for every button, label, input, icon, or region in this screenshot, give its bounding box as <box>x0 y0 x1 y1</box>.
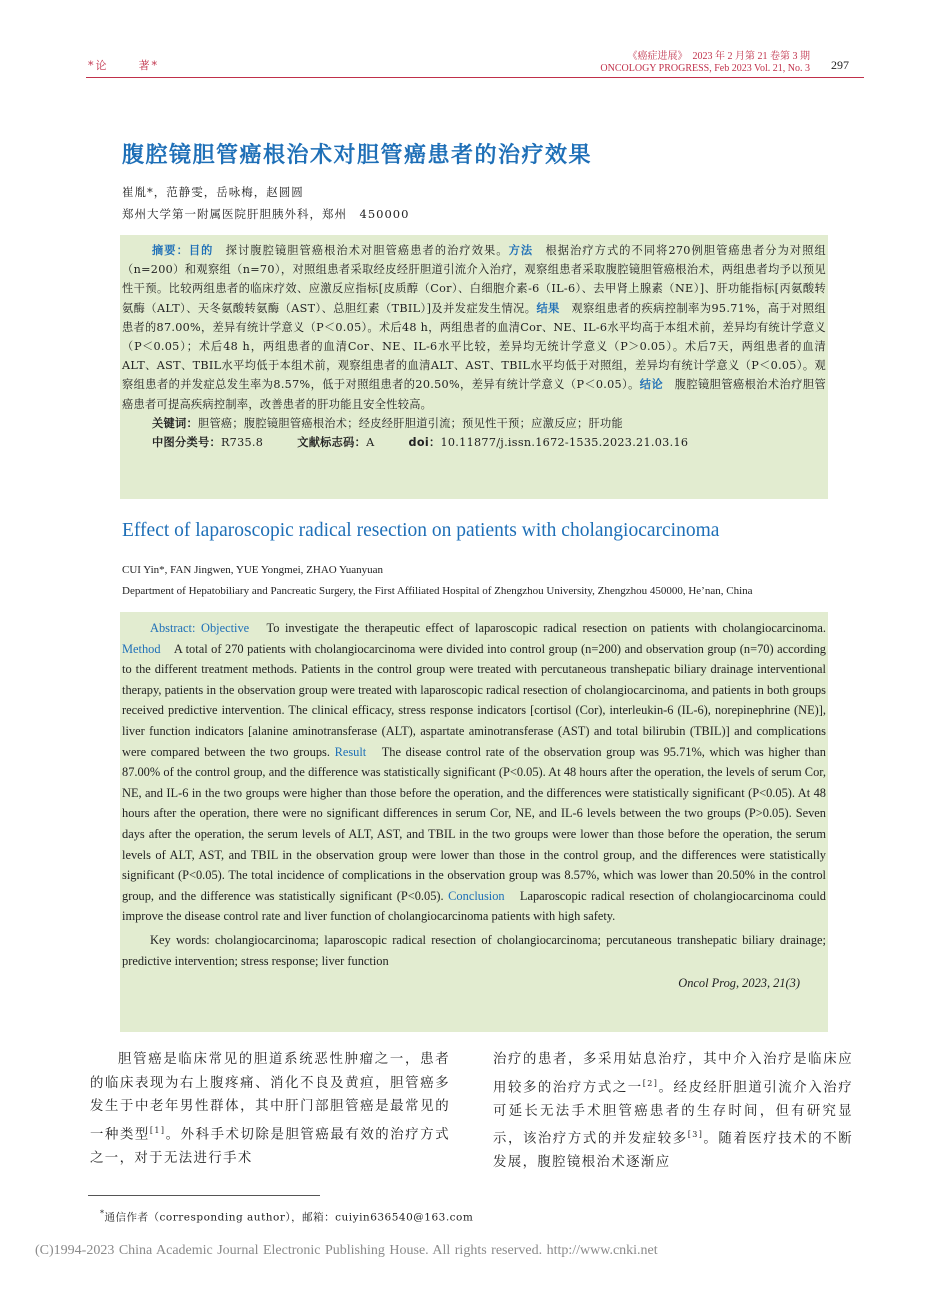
footnote-mark: * <box>100 1209 105 1218</box>
doc-code-value: A <box>366 436 375 450</box>
journal-info-en: ONCOLOGY PROGRESS, Feb 2023 Vol. 21, No. 3 <box>600 63 810 74</box>
method-heading-en: Method <box>122 641 161 656</box>
body-paragraph: 。经皮经肝胆道引流介入治疗可延长无法手术胆管癌患者的生存时间，但有研究显示，该治疗方式的并发症较多 <box>493 1080 854 1147</box>
clc-value: R735.8 <box>220 436 264 450</box>
conclusion-heading-en: Conclusion <box>448 888 505 903</box>
body-column-left <box>90 1048 450 1170</box>
result-text-cn: 观察组患者的疾病控制率为95.71%，高于对照组患者的87.00%，差异有统计学意义（P＜0.05）。术后48 h，两组患者的血清Cor、NE、IL-6水平均高于本组术前，差异均有统计学意义（P＜0.05）；术后48 h，两组患者的血清Cor、NE、IL-6水平比较，差异均无统计学意义（P＞0.05）。术后7天，两组患者的血清ALT、AST、TBIL水平均低于本组术前，观察组患者的血清ALT、AST、TBIL水平均低于对照组，差异均有统计学意义（P＜0.05）。观察组患者的并发症总发生率为8.57%，低于对照组患者的20.50%，差异有统计学意义（P＜0.05）。 <box>122 301 826 392</box>
body-paragraph: 。外科手术切除是胆管癌最有效的治疗方式之一，对于无法进行手术 <box>90 1127 450 1166</box>
footnote <box>100 1209 473 1225</box>
body-paragraph: 治疗的患者，多采用姑息治疗，其中介入治疗是临床应用较多的治疗方式之一 <box>493 1052 853 1096</box>
result-text-en: The disease control rate of the observation group was 95.71%, which was higher than 87.00% of the control group, and the difference was statistically significant (P<0.05). At 48 hours after the operation, the levels of serum Cor, NE, and IL-6 in the two groups were higher than those before the operation, and the differences were statistically significant (P<0.05). At 48 hours after the operation, there were no significant differences in serum Cor, NE, and IL-6 levels between the two groups (P>0.05). Seven days after the operation, the serum levels of ALT, AST, and TBIL in the two groups were lower than those before the operation, the serum levels of ALT, AST, and TBIL in the observation group were lower than those in the control group, and the differences were statistically significant (P<0.05). The total incidence of complications in the observation group was 8.57%, which was lower than 20.50% in the control group, and the difference was statistically significant (P<0.05). <box>122 744 826 903</box>
section-label-part: 著* <box>138 59 159 72</box>
reference-marker[interactable]: [2] <box>642 1078 659 1088</box>
objective-heading-cn: 目的 <box>188 244 214 257</box>
objective-text-en: To investigate the therapeutic effect of laparoscopic radical resection on patients with cholangiocarcinoma. <box>249 621 827 635</box>
method-text-cn: 根据治疗方式的不同将270例胆管癌患者分为对照组（n=200）和观察组（n=70），对照组患者采取经皮经肝胆道引流介入治疗，观察组患者采取腹腔镜胆管癌根治术，两组患者均予以预见性干预。比较两组患者的临床疗效、应激反应指标[皮质醇（Cor）、白细胞介素-6（IL-6）、去甲肾上腺素（NE）]、肝功能指标[丙氨酸转氨酶（ALT）、天冬氨酸转氨酶（AST）、总胆红素（TBIL）]及并发症发生情况。 <box>122 244 826 315</box>
keywords-en <box>122 930 826 971</box>
keywords-label-cn: 关键词： <box>152 416 198 430</box>
footnote-divider <box>88 1195 320 1196</box>
abstract-en-box <box>120 612 828 1032</box>
result-heading-cn: 结果 <box>536 301 560 315</box>
citation: Oncol Prog, 2023, 21(3) <box>678 976 800 991</box>
abstract-cn-body <box>122 241 826 414</box>
body-column-right <box>493 1048 853 1175</box>
reference-marker[interactable]: [1] <box>149 1125 166 1135</box>
footnote-text: 通信作者（corresponding author），邮箱：cuiyin636540@163.com <box>104 1211 474 1224</box>
authors-en: CUI Yin*, FAN Jingwen, YUE Yongmei, ZHAO Yuanyuan <box>122 564 384 576</box>
result-heading-en: Result <box>334 744 367 759</box>
method-text-en: A total of 270 patients with cholangiocarcinoma were divided into control group (n=200) and observation group (n=70) according to the different treatment methods. Patients in the control group were treated with percutaneous transhepatic biliary drainage interventional therapy, patients in the observation group were treated with laparoscopic radical resection of cholangiocarcinoma, and patients in both groups received predictive intervention. The clinical efficacy, stress response indicators [cortisol (Cor), interleukin-6 (IL-6), norepinephrine (NE)], liver function indicators [alanine aminotransferase (ALT), aspartate aminotransferase (AST) and total bilirubin (TBIL)] and complications were compared between the two groups. <box>122 641 826 759</box>
journal-info-cn: 《癌症进展》 2023 年 2 月第 21 卷第 3 期 <box>627 51 810 62</box>
keywords-label-en: Key words: <box>150 932 210 947</box>
reference-marker[interactable]: [3] <box>687 1130 704 1140</box>
body-paragraph: 胆管癌是临床常见的胆道系统恶性肿瘤之一，患者的临床表现为右上腹疼痛、消化不良及黄疸，胆管癌多发生于中老年男性群体，其中肝门部胆管癌是最常见的一种类型 <box>90 1052 450 1143</box>
objective-text-cn: 探讨腹腔镜胆管癌根治术对胆管癌患者的治疗效果。 <box>213 244 509 257</box>
affiliation-cn: 郑州大学第一附属医院肝胆胰外科，郑州 450000 <box>122 207 410 221</box>
copyright-notice: (C)1994-2023 China Academic Journal Electronic Publishing House. All rights reserved. http://www.cnki.net <box>35 1243 658 1258</box>
method-heading-cn: 方法 <box>508 244 534 257</box>
abstract-cn-box <box>120 235 828 499</box>
conclusion-text-cn: 腹腔镜胆管癌根治术治疗胆管癌患者可提高疾病控制率，改善患者的肝功能且安全性较高。 <box>122 378 826 411</box>
header-divider <box>86 77 864 78</box>
authors-cn: 崔胤*，范静雯，岳咏梅，赵圆圆 <box>122 185 304 199</box>
section-label-part: *论 <box>88 59 109 72</box>
keywords-text-en: cholangiocarcinoma; laparoscopic radical resection of cholangiocarcinoma; percutaneous transhepatic biliary drainage; predictive intervention; stress response; liver function <box>122 932 826 968</box>
conclusion-text-en: Laparoscopic radical resection of cholangiocarcinoma could improve the disease control rate and liver function of cholangiocarcinoma patients with high safety. <box>122 888 826 924</box>
abstract-en-body <box>122 618 826 927</box>
abstract-cn-heading: 摘要： <box>152 244 189 257</box>
article-title-en: Effect of laparoscopic radical resection on patients with cholangiocarcinoma <box>122 520 720 541</box>
conclusion-heading-cn: 结论 <box>639 378 664 392</box>
doi-label: doi： <box>408 436 441 450</box>
doc-code-label: 文献标志码： <box>297 436 367 450</box>
article-title-cn: 腹腔镜胆管癌根治术对胆管癌患者的治疗效果 <box>122 143 593 168</box>
keywords-text-cn: 胆管癌；腹腔镜胆管癌根治术；经皮经肝胆道引流；预见性干预；应激反应；肝功能 <box>197 416 623 430</box>
keywords-cn <box>122 414 826 433</box>
objective-heading-en: Abstract: Objective <box>150 621 250 635</box>
page-number: 297 <box>831 58 849 72</box>
classification-line <box>122 433 826 452</box>
doi-value: 10.11877/j.issn.1672-1535.2023.21.03.16 <box>440 436 689 450</box>
journal-info <box>600 51 810 75</box>
affiliation-en: Department of Hepatobiliary and Pancreatic Surgery, the First Affiliated Hospital of Zhengzhou University, Zhengzhou 450000, He’nan, China <box>122 585 753 597</box>
body-paragraph: 。随着医疗技术的不断发展，腹腔镜根治术逐渐应 <box>493 1131 854 1171</box>
clc-label: 中图分类号： <box>152 436 221 450</box>
section-label <box>88 57 159 73</box>
